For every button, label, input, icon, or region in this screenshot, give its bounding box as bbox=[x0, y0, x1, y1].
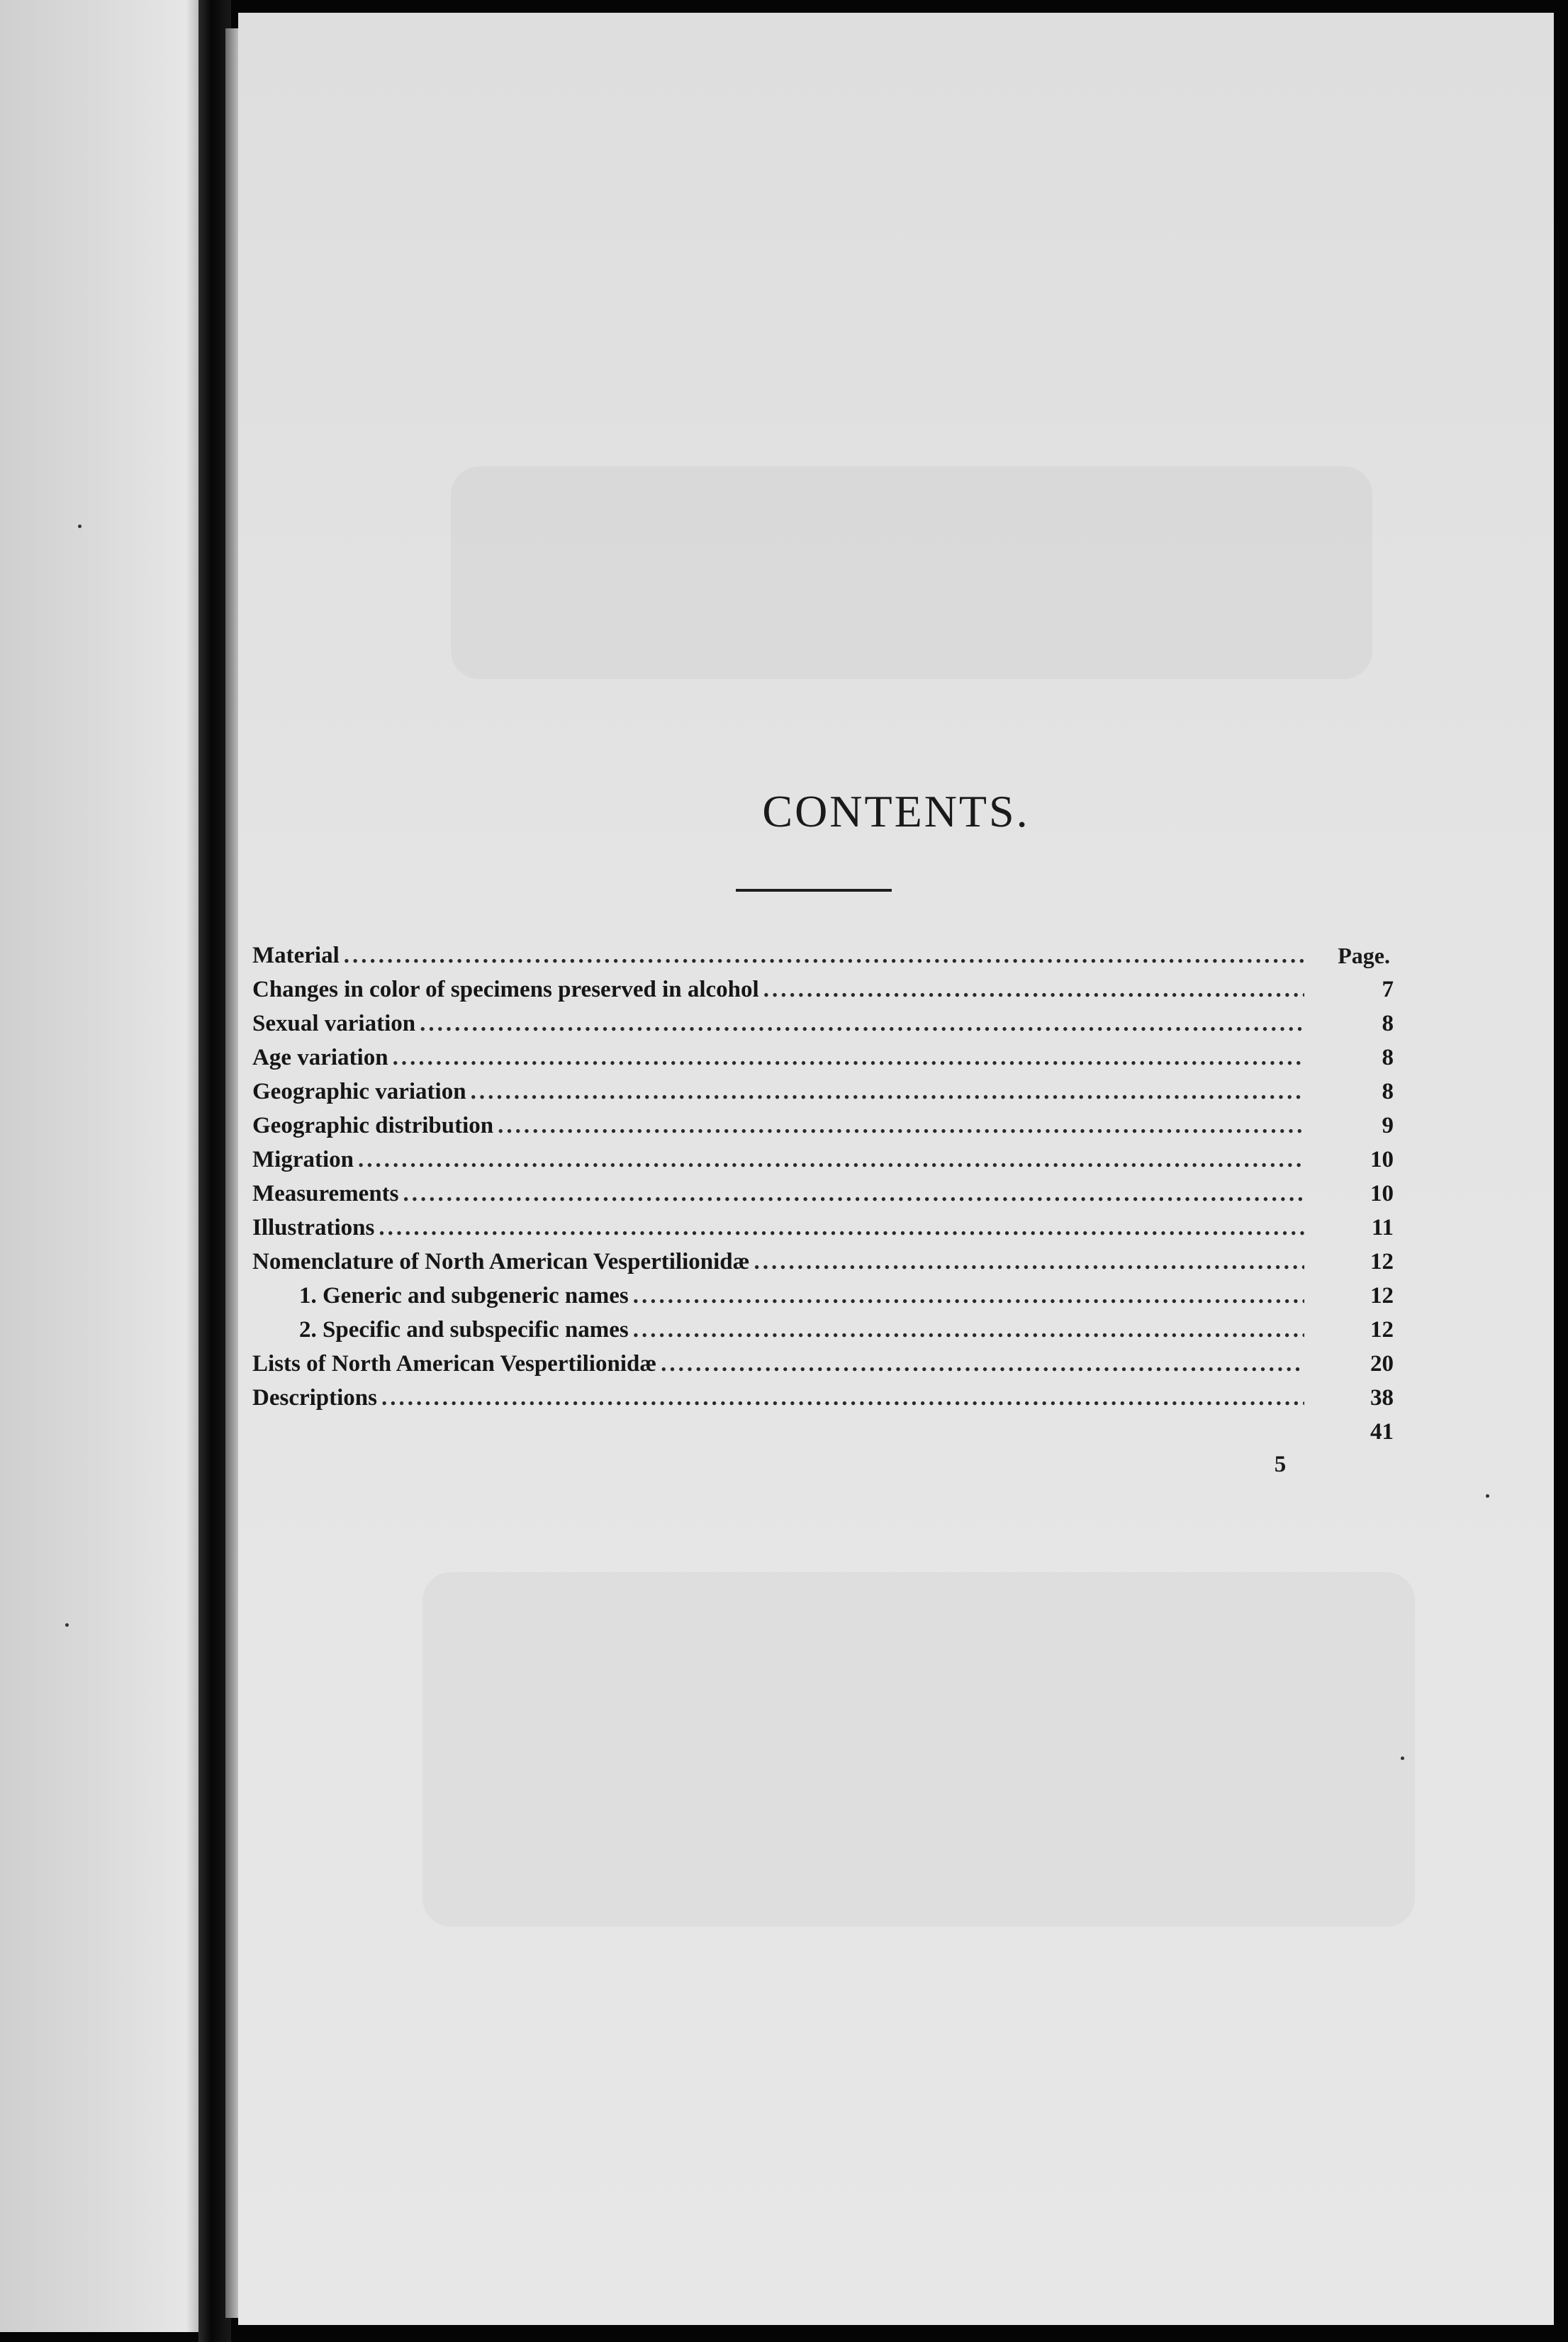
toc-page-number: 12 bbox=[1370, 1317, 1394, 1343]
toc-entry bbox=[252, 1249, 1309, 1283]
page-number-column bbox=[1337, 977, 1394, 1453]
scan-speck bbox=[65, 1623, 69, 1627]
toc-entry bbox=[252, 1011, 1309, 1045]
toc-entry-label: 1. Generic and subgeneric names bbox=[299, 1283, 629, 1309]
toc-entry bbox=[252, 1045, 1309, 1079]
dot-leader bbox=[381, 1385, 1304, 1411]
dot-leader bbox=[379, 1215, 1304, 1241]
previous-page-edge bbox=[0, 0, 186, 2332]
scan-speck bbox=[1401, 1756, 1404, 1760]
toc-page-number: 8 bbox=[1382, 1079, 1394, 1104]
toc-entry bbox=[252, 1079, 1309, 1113]
toc-entry-label: Sexual variation bbox=[252, 1011, 416, 1036]
dot-leader bbox=[661, 1351, 1304, 1377]
toc-page-number: 12 bbox=[1370, 1249, 1394, 1274]
toc-entry bbox=[252, 1351, 1309, 1385]
page-column-heading: Page. bbox=[1338, 943, 1390, 968]
toc-entry bbox=[252, 1215, 1309, 1249]
gutter-highlight bbox=[225, 28, 238, 2318]
dot-leader bbox=[420, 1011, 1304, 1037]
dot-leader bbox=[403, 1181, 1304, 1207]
toc-entry-label: Migration bbox=[252, 1147, 354, 1172]
toc-entry-label: Measurements bbox=[252, 1181, 399, 1206]
toc-entry-label: Material bbox=[252, 943, 340, 968]
title-rule bbox=[736, 889, 892, 892]
scan-speck bbox=[78, 525, 82, 528]
dot-leader bbox=[393, 1045, 1304, 1071]
toc-entry bbox=[252, 1181, 1309, 1215]
toc-entry bbox=[252, 943, 1309, 977]
toc-entry bbox=[252, 977, 1309, 1011]
toc-entry-label: 2. Specific and subspecific names bbox=[299, 1317, 629, 1343]
toc-page-number: 10 bbox=[1370, 1147, 1394, 1172]
toc-entry-label: Lists of North American Vespertilionidæ bbox=[252, 1351, 657, 1377]
dot-leader bbox=[358, 1147, 1304, 1173]
page-folio: 5 bbox=[1274, 1452, 1287, 1477]
toc-subentry bbox=[252, 1317, 1309, 1351]
dot-leader bbox=[763, 977, 1304, 1003]
dot-leader bbox=[344, 943, 1304, 969]
page-title: CONTENTS. bbox=[762, 786, 1030, 836]
previous-page-margin bbox=[186, 0, 198, 2332]
scan-speck bbox=[1486, 1494, 1489, 1498]
toc-page-number: 8 bbox=[1382, 1045, 1394, 1070]
dot-leader bbox=[498, 1113, 1304, 1139]
show-through-text bbox=[422, 1572, 1415, 1927]
table-of-contents bbox=[252, 943, 1394, 1419]
toc-page-number: 7 bbox=[1382, 977, 1394, 1002]
toc-entry-label: Illustrations bbox=[252, 1215, 375, 1240]
toc-page-number: 9 bbox=[1382, 1113, 1394, 1138]
toc-page-number: 8 bbox=[1382, 1011, 1394, 1036]
contents-page bbox=[238, 13, 1554, 2325]
toc-entry-label: Geographic distribution bbox=[252, 1113, 494, 1138]
toc-entry-label: Age variation bbox=[252, 1045, 388, 1070]
toc-entry bbox=[252, 1385, 1309, 1419]
toc-entry-label: Changes in color of specimens preserved in alcohol bbox=[252, 977, 759, 1002]
toc-page-number: 11 bbox=[1371, 1215, 1394, 1240]
toc-page-number: 20 bbox=[1370, 1351, 1394, 1377]
toc-entry bbox=[252, 1147, 1309, 1181]
toc-page-number: 10 bbox=[1370, 1181, 1394, 1206]
dot-leader bbox=[754, 1249, 1305, 1275]
show-through-text bbox=[451, 466, 1372, 679]
dot-leader bbox=[471, 1079, 1304, 1105]
dot-leader bbox=[633, 1283, 1304, 1309]
toc-page-number: 12 bbox=[1370, 1283, 1394, 1309]
toc-subentry bbox=[252, 1283, 1309, 1317]
dot-leader bbox=[633, 1317, 1304, 1343]
toc-page-number: 41 bbox=[1370, 1419, 1394, 1445]
toc-page-number: 38 bbox=[1370, 1385, 1394, 1411]
toc-entry bbox=[252, 1113, 1309, 1147]
toc-entry-label: Nomenclature of North American Vespertilionidæ bbox=[252, 1249, 750, 1274]
toc-entry-label: Descriptions bbox=[252, 1385, 377, 1411]
toc-entry-label: Geographic variation bbox=[252, 1079, 466, 1104]
